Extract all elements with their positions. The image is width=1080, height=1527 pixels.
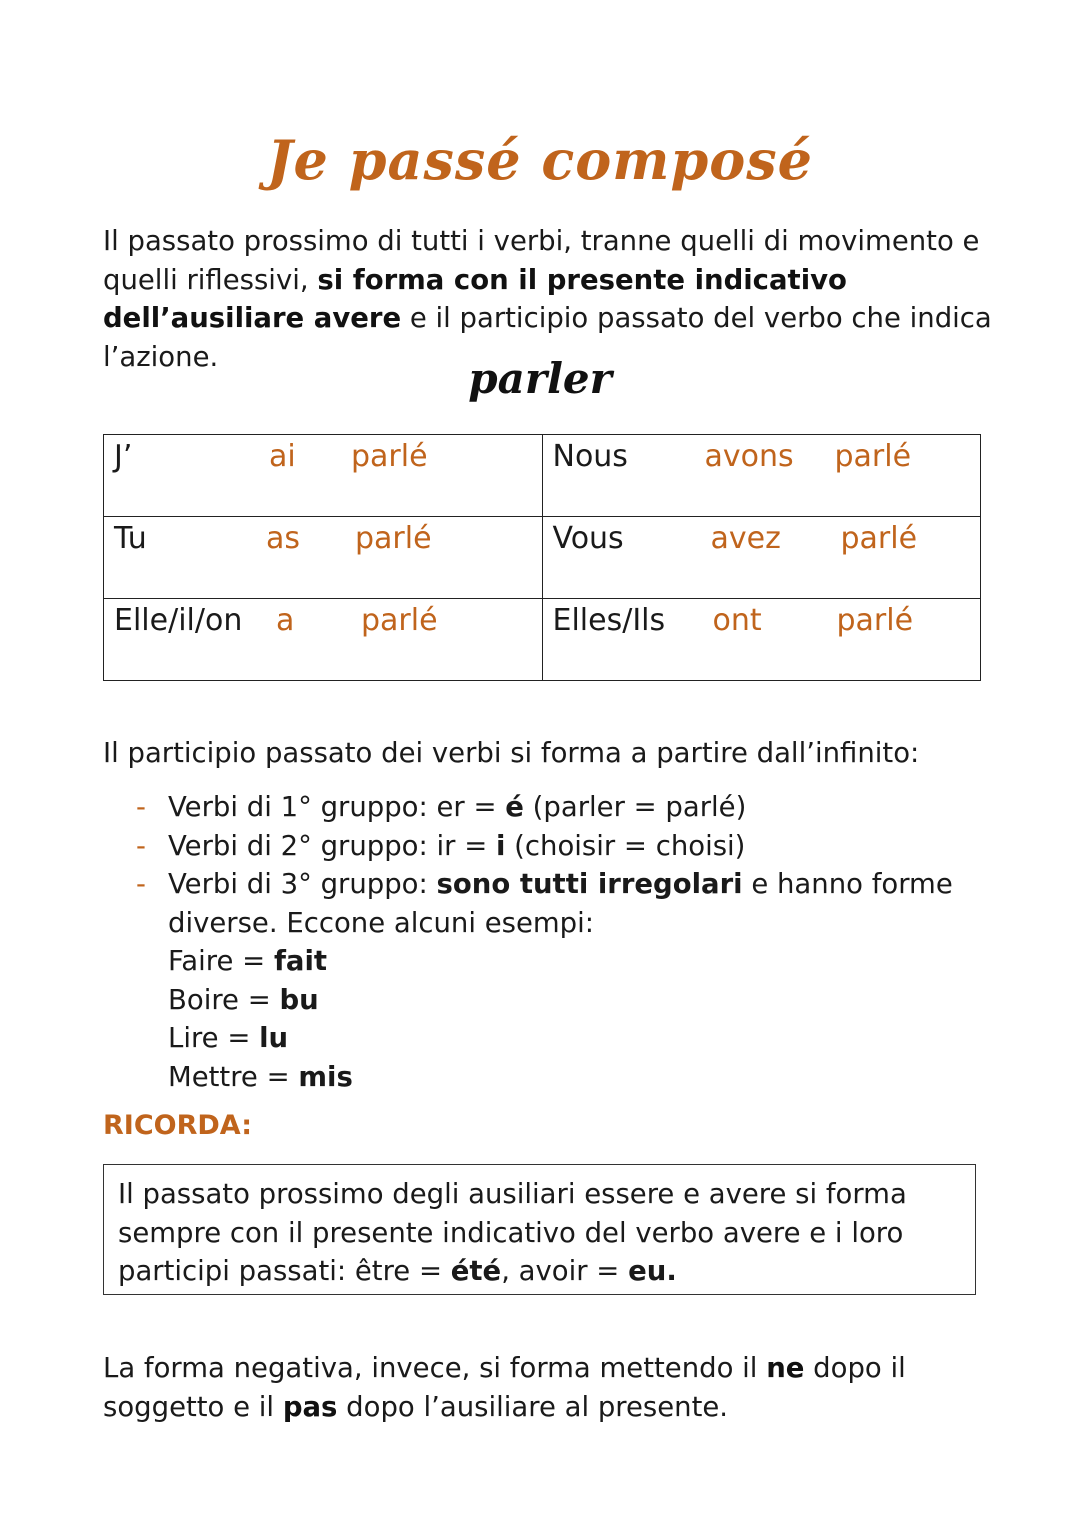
dash-bullet: - [136,791,146,823]
intro-paragraph: Il passato prossimo di tutti i verbi, tranne quelli di movimento e quelli riflessivi, si forma con il presente indicativo dell’ausiliare avere e il participio passato del verbo che indica l’azione. [103,225,992,373]
ricorda-heading: RICORDA: [103,1110,253,1141]
conj-cell [542,599,981,681]
participle: parlé [836,603,914,638]
participle-rules-list [103,788,983,1096]
conj-cell [104,435,543,517]
pronoun: Elles/Ils [552,603,666,638]
pronoun: Tu [114,521,147,556]
auxiliary: ont [712,603,762,638]
auxiliary: a [276,603,295,638]
auxiliary: ai [269,439,296,474]
conj-cell [104,599,543,681]
example-line: Faire = fait [168,945,328,977]
ricorda-box: Il passato prossimo degli ausiliari essere e avere si forma sempre con il presente indicativo del verbo avere e i loro participi passati: être = été, avoir = eu. [103,1164,976,1295]
auxiliary: avez [710,521,781,556]
example-line: Mettre = mis [168,1060,353,1093]
participle: parlé [834,439,912,474]
pronoun: J’ [114,439,133,474]
participle: parlé [351,439,428,474]
participle: parlé [355,521,432,556]
example-line: Boire = bu [168,983,319,1016]
pronoun: Nous [552,439,628,474]
participle: parlé [840,521,918,556]
auxiliary: as [266,521,301,556]
participle-intro: Il participio passato dei verbi si forma a partire dall’infinito: [103,737,920,769]
example-line: Lire = lu [168,1022,289,1054]
pronoun: Vous [552,521,624,556]
conj-cell [542,435,981,517]
auxiliary: avons [704,439,794,474]
verb-title: parler [468,354,612,403]
dash-bullet: - [136,868,146,900]
conj-cell [104,517,543,599]
page-title: Je passé composé [267,128,813,192]
negative-form-paragraph: La forma negativa, invece, si forma mettendo il ne dopo il soggetto e il pas dopo l’ausiliare al presente. [103,1352,906,1423]
conjugation-table [103,434,981,681]
table-row [104,517,981,599]
pronoun: Elle/il/on [114,603,243,638]
participle: parlé [361,603,438,638]
dash-bullet: - [136,829,146,862]
list-item: - Verbi di 2° gruppo: ir = i (choisir = choisi) [103,827,983,866]
list-item: - Verbi di 1° gruppo: er = é (parler = parlé) [103,788,983,827]
table-row [104,599,981,681]
table-row [104,435,981,517]
list-item: - Verbi di 3° gruppo: sono tutti irregolari e hanno forme diverse. Eccone alcuni esempi: Faire = fait Boire = bu Lire = lu Mettre = mis [103,865,983,1096]
conj-cell [542,517,981,599]
